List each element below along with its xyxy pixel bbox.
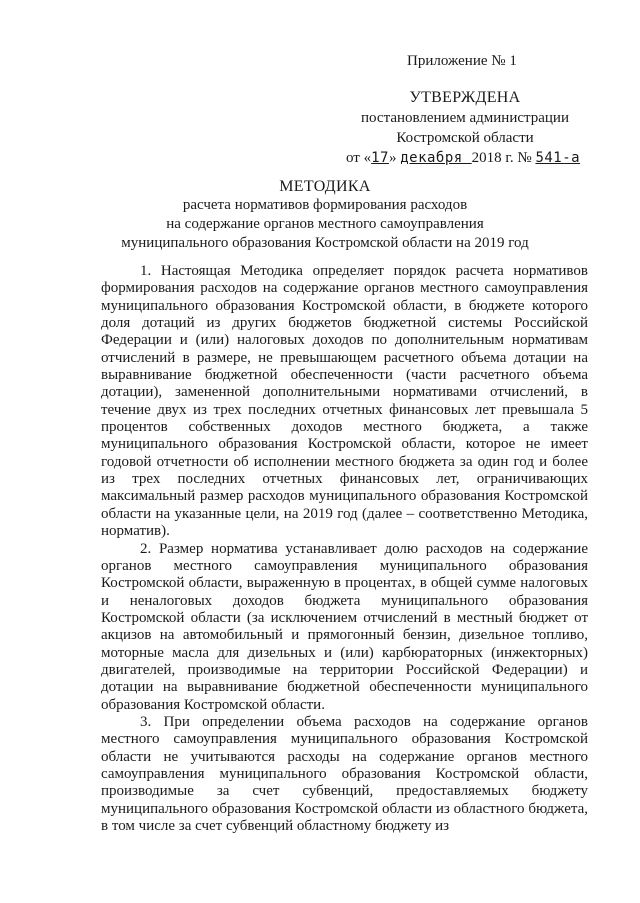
document-heading bbox=[80, 177, 570, 253]
approval-date-line bbox=[320, 148, 610, 168]
paragraph-2: 2. Размер норматива устанавливает долю расходов на содержание органов местного самоуправления муниципального образования Костромской области, выраженную в процентах, в общей сумме налоговых и неналоговых доходов бюджета муниципального образования Костромской области (за исключением отчислений в местный бюджет от акцизов на автомобильный и прямогонный бензин, дизельное топливо, моторные масла для дизельных и (или) карбюраторных (инжекторных) двигателей, производимые на территории Российской Федерации) и дотации на выравнивание бюджетной обеспеченности муниципального образования Костромской области. bbox=[101, 540, 588, 713]
paragraph-3: 3. При определении объема расходов на содержание органов местного самоуправления муниципального образования Костромской области не учитываются расходы на содержание органов местного самоуправления муниципального образования Костромской области, производимые за счет субвенций, предоставляемых бюджету муниципального образования Костромской области из областного бюджета, в том числе за счет субвенций областному бюджету из bbox=[101, 713, 588, 834]
approval-title: УТВЕРЖДЕНА bbox=[409, 89, 521, 106]
date-prefix: от « bbox=[346, 150, 372, 166]
heading-line-1: расчета нормативов формирования расходов bbox=[182, 197, 468, 213]
document-title: МЕТОДИКА bbox=[279, 178, 371, 195]
document-number: 541-а bbox=[535, 150, 581, 166]
paragraph-1: 1. Настоящая Методика определяет порядок расчета нормативов формирования расходов на содержание органов местного самоуправления муниципального образования Костромской области, в бюджете которого доля дотаций из других бюджетов бюджетной системы Российской Федерации и (или) налоговых доходов по дополнительным нормативам отчислений в размере, не превышающем расчетного объема дотации на выравнивание бюджетной обеспеченности (части расчетного объема дотации), замененной дополнительными нормативами отчислений, в течение двух из трех последних отчетных финансовых лет превышала 5 процентов собственных доходов местного бюджета, а также муниципального образования Костромской области, которое не имеет годовой отчетности об исполнении местного бюджета за один год и более из трех последних отчетных финансовых лет, ограничивающих максимальный размер расходов муниципального образования Костромской области на указанные цели, на 2019 год (далее – соответственно Методика, норматив). bbox=[101, 263, 588, 540]
document-body bbox=[101, 263, 588, 835]
heading-line-3: муниципального образования Костромской области на 2019 год bbox=[121, 235, 529, 251]
approval-block bbox=[320, 88, 610, 168]
appendix-label: Приложение № 1 bbox=[407, 53, 517, 69]
date-mid: » bbox=[388, 150, 401, 166]
date-year: 2018 г. № bbox=[471, 150, 536, 166]
heading-line-2: на содержание органов местного самоуправления bbox=[166, 216, 484, 232]
date-month: декабря bbox=[400, 150, 472, 166]
date-day: 17 bbox=[371, 150, 389, 166]
approval-line-2: Костромской области bbox=[396, 130, 534, 146]
approval-line-1: постановлением администрации bbox=[361, 110, 569, 126]
